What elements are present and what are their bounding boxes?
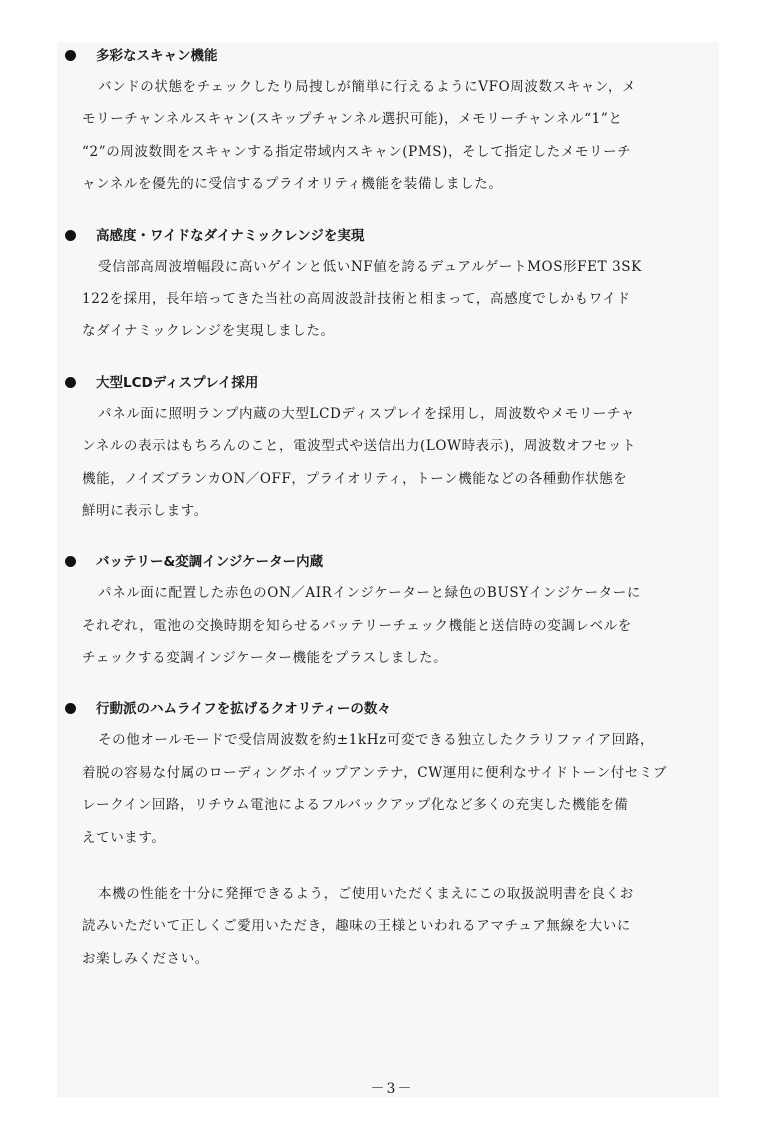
section-heading	[65, 551, 725, 573]
document-body	[65, 45, 725, 999]
paragraph-line: その他オールモードで受信周波数を約±1kHz可変できる独立したクラリファイア回路，	[98, 732, 655, 749]
section-sensitivity	[65, 225, 725, 348]
paragraph-line: それぞれ，電池の交換時期を知らせるバッテリーチェック機能と送信時の変調レベルを	[82, 617, 632, 634]
section-title: バッテリー&変調インジケーター内蔵	[96, 554, 324, 571]
closing-paragraph	[65, 878, 725, 975]
section-title: 高感度・ワイドなダイナミックレンジを実現	[96, 227, 365, 244]
section-scan	[65, 45, 725, 201]
section-title: 行動派のハムライフを拡げるクオリティーの数々	[96, 701, 391, 718]
section-heading	[65, 372, 725, 394]
paragraph-line: えています。	[82, 829, 166, 846]
paragraph-line: “2”の周波数間をスキャンする指定帯域内スキャン(PMS)，そして指定したメモリーチ	[82, 143, 632, 160]
section-heading	[65, 225, 725, 247]
section-lcd-display	[65, 372, 725, 528]
bullet-icon	[65, 377, 76, 388]
bullet-icon	[65, 556, 76, 567]
paragraph-line: バンドの状態をチェックしたり局捜しが簡単に行えるようにVFO周波数スキャン，メ	[98, 79, 637, 95]
paragraph-line: なダイナミックレンジを実現しました。	[82, 323, 335, 340]
section-indicators	[65, 551, 725, 674]
section-heading	[65, 45, 725, 67]
paragraph-line: 本機の性能を十分に発揮できるよう，ご使用いただくまえにこの取扱説明書を良くお	[98, 886, 634, 903]
paragraph-line: お楽しみください。	[82, 950, 209, 967]
paragraph-line: チェックする変調インジケーター機能をプラスしました。	[82, 650, 448, 667]
paragraph-line: 受信部高周波増幅段に高いゲインと低いNF値を誇るデュアルゲートMOS形FET 3SK	[98, 258, 642, 275]
paragraph-line: ンネルの表示はもちろんのこと，電波型式や送信出力(LOW時表示)，周波数オフセット	[82, 438, 637, 455]
paragraph-line: 機能，ノイズブランカON／OFF，プライオリティ，トーン機能などの各種動作状態を	[82, 470, 628, 487]
page-number: －3－	[370, 1081, 414, 1097]
paragraph-line: モリーチャンネルスキャン(スキップチャンネル選択可能)，メモリーチャンネル“1”と	[82, 111, 623, 128]
paragraph-line: レークイン回路，リチウム電池によるフルバックアップ化など多くの充実した機能を備	[82, 797, 629, 814]
bullet-icon	[65, 703, 76, 714]
paragraph-line: 122を採用，長年培ってきた当社の高周波設計技術と相まって，高感度でしかもワイド	[82, 290, 631, 307]
paragraph-line: 着脱の容易な付属のローディングホイップアンテナ，CW運用に便利なサイドトーン付セミブ	[82, 764, 668, 781]
section-title: 大型LCDディスプレイ採用	[96, 374, 259, 391]
paragraph-line: 読みいただいて正しくご愛用いただき，趣味の王様といわれるアマチュア無線を大いに	[82, 918, 631, 935]
bullet-icon	[65, 230, 76, 241]
paragraph-line: パネル面に配置した赤色のON／AIRインジケーターと緑色のBUSYインジケーターに	[98, 585, 641, 602]
paragraph-line: パネル面に照明ランプ内蔵の大型LCDディスプレイを採用し，周波数やメモリーチャ	[98, 405, 635, 422]
bullet-icon	[65, 50, 76, 61]
section-quality	[65, 698, 725, 854]
paragraph-line: ャンネルを優先的に受信するプライオリティ機能を装備しました。	[82, 176, 503, 193]
section-heading	[65, 698, 725, 720]
section-title: 多彩なスキャン機能	[96, 48, 218, 64]
paragraph-line: 鮮明に表示します。	[82, 502, 208, 519]
